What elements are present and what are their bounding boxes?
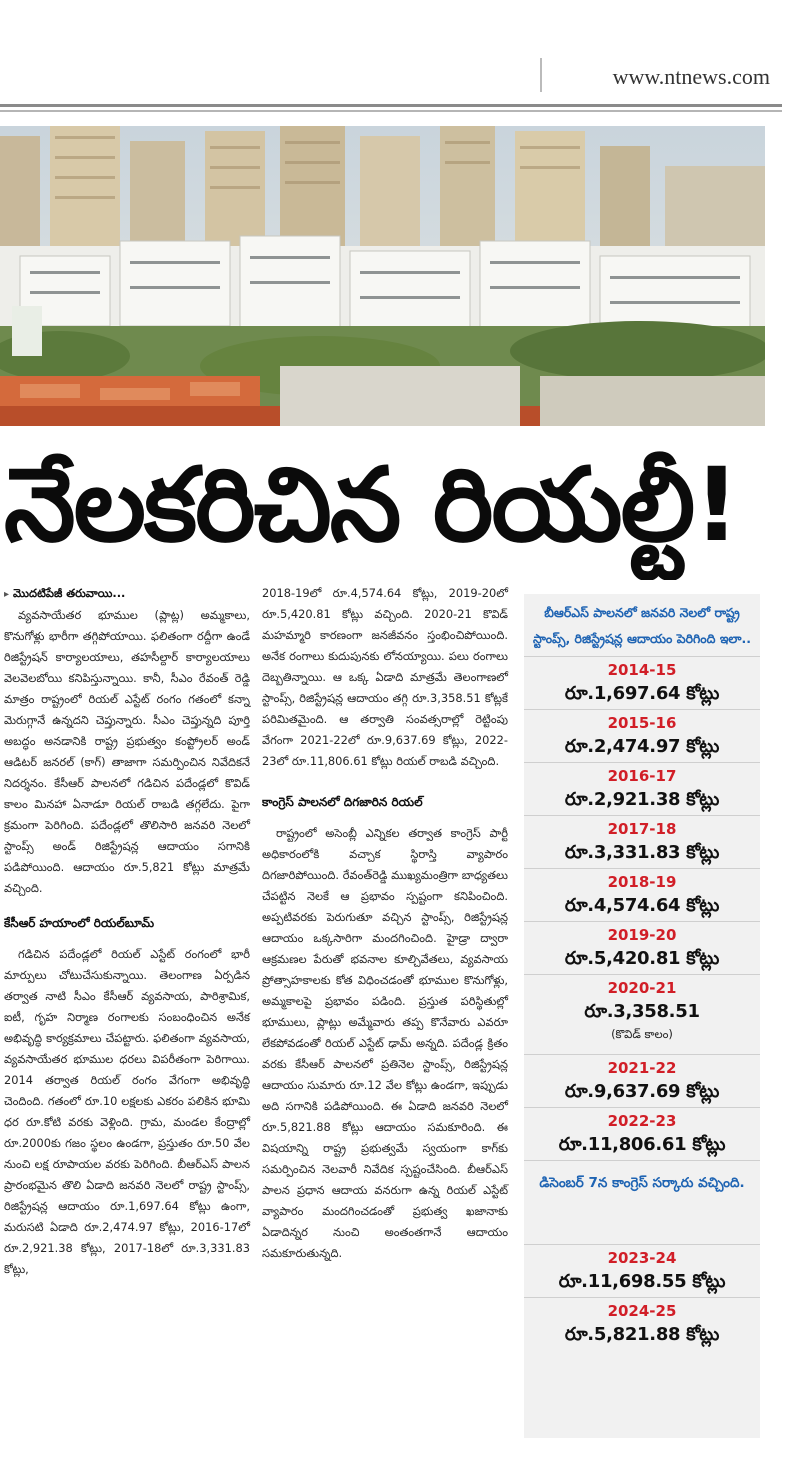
entry-year: 2014-15	[607, 661, 677, 679]
entry-year: 2023-24	[607, 1249, 677, 1267]
header-separator	[540, 58, 542, 92]
revenue-entry	[524, 868, 760, 921]
arrow-icon: ▸	[4, 589, 10, 600]
entry-amount: రూ.5,821.88 కోట్లు	[564, 1324, 720, 1345]
revenue-entry	[524, 921, 760, 974]
article-paragraph: గడిచిన పదేండ్లలో రియల్ ఎస్టేట్ రంగంలో భారీ మార్పులు చోటుచేసుకున్నాయి. తెలంగాణ ఏర్పడిన తర్వాత నాటి సీఎం కేసీఆర్ వ్యవసాయ, పారిశ్రామిక, ఐటీ, గృహ నిర్మాణ రంగాలకు సంబంధించిన అనేక అభివృద్ధి కార్యక్రమాలు చేపట్టారు. ఫలితంగా వ్యవసాయ, వ్యవసాయేతర భూముల ధరలు విపరీతంగా పెరిగాయి. 2014 తర్వాత రియల్ రంగం వేగంగా అభివృద్ధి చెందింది. గతంలో రూ.10 లక్షలకు ఎకరం పలికిన భూమి ధర రూ.కోటి వరకు వెళ్లింది. గ్రామ, మండల కేంద్రాల్లో రూ.2000కు గజం స్థలం ఉండగా, ప్రస్తుతం రూ.50 వేల నుంచి లక్ష రూపాయల వరకు పెరిగింది. బీఆర్ఎస్ పాలన ప్రారంభమైన తొలి ఏడాది జనవరి నెలలో రాష్ట్ర స్టాంప్స్, రిజిస్ట్రేషన్ల ఆదాయం రూ.1,697.64 కోట్లు ఉంగా, మరుసటి ఏడాది రూ.2,474.97 కోట్లు, 2016-17లో రూ.2,921.38 కోట్లు, 2017-18లో రూ.3,331.83 కోట్లు,	[4, 947, 250, 1276]
entry-amount: రూ.11,806.61 కోట్లు	[558, 1134, 726, 1155]
headline: నేలకరిచిన రియల్టీ!	[4, 446, 738, 565]
revenue-entry	[524, 762, 760, 815]
header-rule-thin	[0, 110, 782, 112]
entry-year: 2022-23	[607, 1112, 677, 1130]
entry-year: 2020-21	[607, 979, 677, 997]
revenue-entry	[524, 656, 760, 709]
entry-year: 2021-22	[607, 1059, 677, 1077]
kicker-text: మొదటిపేజీ తరువాయి...	[13, 586, 126, 600]
article-column-2	[262, 583, 508, 1264]
entry-amount: రూ.1,697.64 కోట్లు	[564, 683, 720, 704]
revenue-entry	[524, 1107, 760, 1160]
article-paragraph: వ్యవసాయేతర భూముల (ప్లాట్ల) అమ్మకాలు, కొనుగోళ్లు భారీగా తగ్గిపోయాయి. ఫలితంగా రద్దీగా ఉండే రిజిస్ట్రేషన్ కార్యాలయాలు, తహసీల్దార్ కార్యాలయాలు వెలవెలబోయి కనిపిస్తున్నాయి. కానీ, సీఎం రేవంత్ రెడ్డి మాత్రం రాష్ట్రంలో రియల్ ఎస్టేట్ రంగం గతంలో కన్నా మెరుగ్గానే ఉన్నదని చెప్తున్నారు. సీఎం చెప్తున్నది పూర్తి అబద్ధం అనడానికి రాష్ట్ర ప్రభుత్వం కంప్ట్రోలర్ అండ్ ఆడిటర్ జనరల్ (కాగ్) తాజాగా సమర్పించిన నివేదికనే నిదర్శనం. కేసీఆర్ పాలనలో గడిచిన పదేండ్లలో కొవిడ్ కాలం మినహా ఏనాడూ రియల్ రాబడి తగ్గలేదు. పైగా క్రమంగా పెరిగింది. పదేండ్లలో తొలిసారి జనవరి నెలలో స్టాంప్స్ అండ్ రిజిస్ట్రేషన్ల ఆదాయం సగానికి పడిపోయింది. ఆదాయం రూ.5,821 కోట్లు మాత్రమే వచ్చింది.	[4, 608, 250, 895]
revenue-entry	[524, 1244, 760, 1297]
site-header	[0, 0, 800, 110]
revenue-entry	[524, 974, 760, 1054]
entry-year: 2016-17	[607, 767, 677, 785]
revenue-sidebar	[524, 594, 760, 1438]
subheading: కాంగ్రెస్ పాలనలో దిగజారిన రియల్	[262, 795, 423, 809]
entry-amount: రూ.3,358.51	[584, 1001, 700, 1022]
entry-amount: రూ.5,420.81 కోట్లు	[564, 948, 720, 969]
entry-amount: రూ.3,331.83 కోట్లు	[564, 842, 720, 863]
entry-amount: రూ.4,574.64 కోట్లు	[564, 895, 720, 916]
article-paragraph: 2018-19లో రూ.4,574.64 కోట్లు, 2019-20లో రూ.5,420.81 కోట్లు వచ్చింది. 2020-21 కొవిడ్ మహమ్మారి కారణంగా జనజీవనం స్తంభించిపోయింది. అనేక రంగాలు కుదుపునకు లోనయ్యాయి. పలు రంగాలు దెబ్బతిన్నాయి. ఆ ఒక్క ఏడాది మాత్రమే తెలంగాణలో స్టాంప్స్, రిజిస్ట్రేషన్ల ఆదాయం తగ్గి రూ.3,358.51 కోట్లకే పరిమితమైంది. ఆ తర్వాతి సంవత్సరాల్లో రెట్టింపు వేగంగా 2021-22లో రూ.9,637.69 కోట్లు, 2022-23లో రూ.11,806.61 కోట్లు రియల్ రాబడి వచ్చింది.	[262, 586, 508, 768]
entry-year: 2024-25	[607, 1302, 677, 1320]
sidebar-intro: బీఆర్ఎస్ పాలనలో జనవరి నెలలో రాష్ట్ర స్టాంప్స్, రిజిస్ట్రేషన్ల ఆదాయం పెరిగింది ఇలా..	[532, 605, 752, 646]
entry-amount: రూ.9,637.69 కోట్లు	[564, 1081, 720, 1102]
entry-year: 2018-19	[607, 873, 677, 891]
entry-note: (కొవిడ్ కాలం)	[611, 1027, 673, 1041]
entry-amount: రూ.2,921.38 కోట్లు	[564, 789, 720, 810]
entry-amount: రూ.11,698.55 కోట్లు	[558, 1271, 726, 1292]
entry-year: 2015-16	[607, 714, 677, 732]
header-rule	[0, 104, 782, 107]
revenue-entry	[524, 815, 760, 868]
subheading: కేసీఆర్ హయాంలో రియల్‌బూమ్	[4, 916, 155, 930]
revenue-entry	[524, 1054, 760, 1107]
entry-year: 2019-20	[607, 926, 677, 944]
article-paragraph: రాష్ట్రంలో అసెంబ్లీ ఎన్నికల తర్వాత కాంగ్రెస్ పార్టీ అధికారంలోకి వచ్చాక స్థిరాస్తి వ్యాపారం దిగజారిపోయింది. రేవంత్‌రెడ్డి ముఖ్యమంత్రిగా బాధ్యతలు చేపట్టిన నెలకే ఆ ప్రభావం స్పష్టంగా కనిపించింది. అప్పటివరకు పెరుగుతూ వచ్చిన స్టాంప్స్, రిజిస్ట్రేషన్ల ఆదాయం ఒక్కసారిగా మందగించింది. హైడ్రా ద్వారా ఆక్రమణల పేరుతో భవనాల కూల్చివేతలు, వ్యవసాయ ప్రోత్సాహకాలకు కోత విధించడంతో భూముల కొనుగోళ్లు, అమ్మకాలపై ప్రభావం పడింది. ప్రస్తుత పరిస్థితుల్లో భూములు, ప్లాట్లు అమ్మేవారు తప్ప కొనేవారు ఎవరూ లేకపోవడంతో రియల్ ఎస్టేట్ ఢామ్ అన్నది. పదేండ్ల క్రితం వరకు కేసీఆర్ పాలనలో ప్రతినెల స్టాంప్స్, రిజిస్ట్రేషన్ల ఆదాయం సుమారు రూ.12 వేల కోట్లు ఉండగా, ఇప్పుడు అది సగానికి పడిపోయింది. ఈ ఏడాది జనవరి నెలలో రూ.5,821.88 కోట్లు ఆదాయం సమకూరింది. ఈ విషయాన్ని రాష్ట్ర ప్రభుత్వమే స్వయంగా కాగ్‌కు సమర్పించిన నెలవారీ నివేదిక స్పష్టంచేసింది. బీఆర్ఎస్ పాలన ప్రధాన ఆదాయ వనరుగా ఉన్న రియల్ ఎస్టేట్ వ్యాపారం మందగించడంతో ప్రభుత్వ ఖజానాకు ఏడాదిన్నర నుంచి అంతంతగానే ఆదాయం సమకూరుతున్నది.	[262, 826, 508, 1260]
sidebar-mid-note: డిసెంబర్ 7న కాంగ్రెస్ సర్కారు వచ్చింది.	[524, 1160, 760, 1244]
site-url[interactable]: www.ntnews.com	[612, 64, 770, 89]
revenue-entry	[524, 709, 760, 762]
entry-amount: రూ.2,474.97 కోట్లు	[564, 736, 720, 757]
continuation-kicker	[4, 583, 250, 605]
city-skyline-photo	[0, 126, 765, 426]
revenue-entry	[524, 1297, 760, 1350]
article-column-1	[4, 583, 250, 1280]
entry-year: 2017-18	[607, 820, 677, 838]
